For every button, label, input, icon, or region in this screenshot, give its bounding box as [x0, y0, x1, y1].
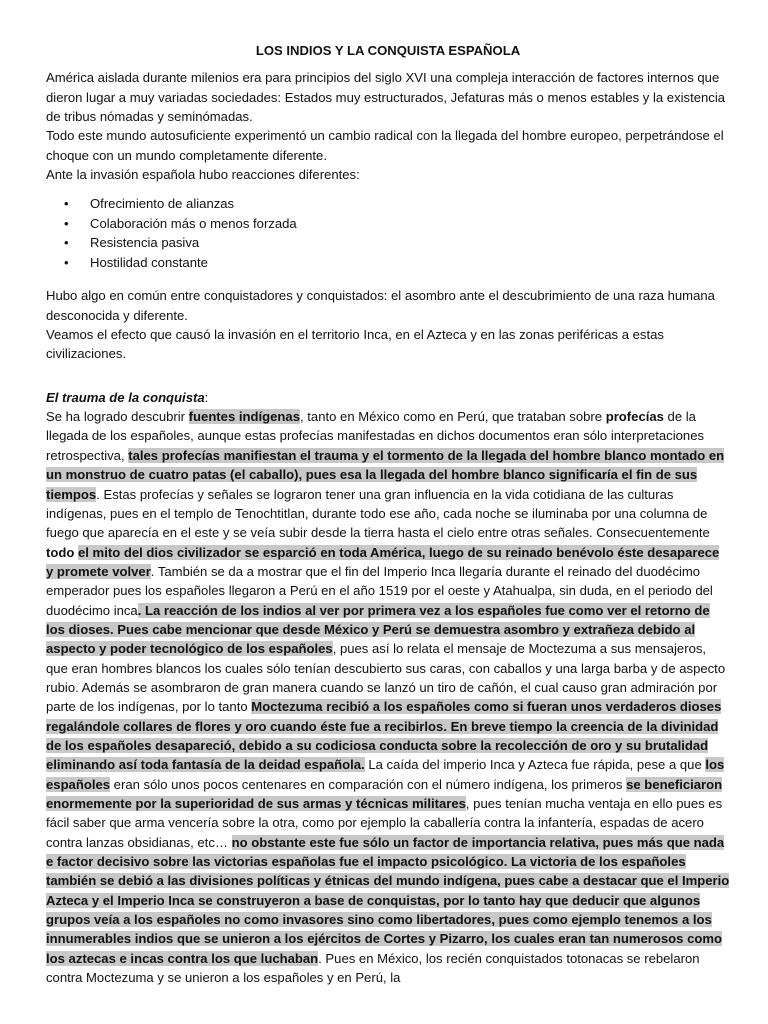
highlighted-text: el mito del dios civilizador se esparció en toda América, luego de su reinado benévolo éste desaparece y promete volver — [46, 544, 720, 579]
reaction-item: • Colaboración más o menos forzada — [46, 214, 730, 234]
reaction-item: • Resistencia pasiva — [46, 233, 730, 253]
bold-text: profecías — [605, 409, 664, 425]
reactions-list — [46, 194, 730, 272]
highlighted-text: Moctezuma recibió a los españoles como si fueran unos verdaderos dioses regalándole collares de flores y oro cuando éste fue a recibirlos. En breve tiempo la creencia de la divinidad de los españoles desapareció, debido a su codiciosa conducta sobre la recolección de oro y su brutalidad eliminando así toda fantasía de la deidad española. — [46, 699, 722, 773]
highlighted-text: . La reacción de los indios al ver por primera vez a los españoles fue como ver el retorno de los dioses. Pues cabe mencionar que desde México y Perú se demuestra asombro y extrañeza debido al aspecto y poder tecnológico de los españoles — [46, 602, 710, 657]
highlighted-text: fuentes indígenas — [188, 409, 300, 425]
body-text-segment: , tanto en México como en Perú, que trataban sobre — [300, 409, 606, 425]
body-text-segment: . Pues en México, los recién conquistados totonacas se rebelaron contra Moctezuma y se unieron a los españoles y en Perú, la — [46, 950, 700, 986]
common-paragraph: Hubo algo en común entre conquistadores y conquistados: el asombro ante el descubrimiento de una raza humana desconocida y diferente. — [46, 288, 715, 323]
body-text-segment: . También se da a mostrar que el fin del Imperio Inca llegaría durante el reinado del duodécimo emperador pues los españoles llegaron a Perú en el año 1519 por el oeste y Atahualpa, sin duda, en el periodo del duodécimo inca — [46, 563, 713, 618]
highlighted-text: se beneficiaron enormemente por la superioridad de sus armas y técnicas militares — [46, 776, 723, 811]
section-body — [46, 407, 730, 987]
body-text-segment: , pues tenían mucha ventaja en ello pues es fácil saber que arma vencería sobre la otra, como por ejemplo la caballería contra la infantería, espadas de acero contra lanzas obsidianas, etc… — [46, 796, 723, 850]
body-text-segment: La caída del imperio Inca y Azteca fue rápida, pese a que — [364, 757, 706, 773]
reaction-item: • Hostilidad constante — [46, 253, 730, 273]
body-text-segment: de la llegada de los españoles, aunque estas profecías manifestadas en dichos documentos eran sólo interpretaciones retrospectiva, — [46, 409, 705, 463]
highlighted-text: no obstante este fue sólo un factor de importancia relativa, pues más que nada e factor decisivo sobre las victorias españolas fue el impacto psicológico. La victoria de los españoles también se debió a las divisiones políticas y étnicas del mundo indígena, pues cabe a destacar que el Imperio Azteca y el Imperio Inca se construyeron a base de conquistas, por lo tanto hay que deducir que algunos grupos veía a los españoles no como invasores sino como libertadores, pues como ejemplo tenemos a los innumerables indios que se unieron a los ejércitos de Cortes y Pizarro, los cuales eran tan numerosos como los aztecas e incas contra los que luchaban — [46, 834, 730, 966]
highlighted-text: los españoles — [46, 757, 725, 792]
section-heading — [46, 388, 730, 407]
body-text-segment: . Estas profecías y señales se lograron tener una gran influencia en la vida cotidiana de las culturas indígenas, pues en el templo de Tenochtitlan, durante todo ese año, cada noche se iluminaba por una columna de fuego que aparecía en el este y se veía subir desde la tierra hasta el cielo entre otras señales. Consecuentemente — [46, 486, 710, 541]
body-text-segment: Se ha logrado descubrir — [46, 409, 189, 425]
bold-text: todo — [46, 544, 78, 560]
section-heading-colon: : — [204, 389, 209, 405]
body-text-segment: eran sólo unos pocos centenares en comparación con el número indígena, los primeros — [110, 776, 627, 792]
reaction-item: • Ofrecimiento de alianzas — [46, 194, 730, 214]
intro-paragraph: Ante la invasión española hubo reacciones diferentes: — [46, 167, 360, 183]
common-section — [46, 286, 730, 363]
intro-paragraph: América aislada durante milenios era para principios del siglo XVI una compleja interacción de factores internos que dieron lugar a muy variadas sociedades: Estados muy estructurados, Jefaturas más o menos estables y la existencia de tribus nómadas y seminómadas. — [46, 70, 726, 125]
intro-section — [46, 68, 730, 184]
highlighted-text: tales profecías manifiestan el trauma y el tormento de la llegada del hombre blanco montado en un monstruo de cuatro patas (el caballo), pues esa la llegada del hombre blanco significaría el fin de sus tiempos — [46, 447, 725, 502]
section-heading-text: El trauma de la conquista — [46, 389, 205, 405]
document-title: LOS INDIOS Y LA CONQUISTA ESPAÑOLA — [255, 43, 521, 58]
body-text-segment: , pues así lo relata el mensaje de Moctezuma a sus mensajeros, que eran hombres blancos los cuales sólo tenían descubierto sus caras, con caballos y una larga barba y de aspecto rubio. Además se asombraron de gran manera cuando se lanzó un tiro de cañón, el cual causo gran admiración por parte de los indígenas, por lo tanto — [46, 641, 726, 715]
common-paragraph: Veamos el efecto que causó la invasión en el territorio Inca, en el Azteca y en las zonas periféricas a estas civilizaciones. — [46, 327, 664, 362]
intro-paragraph: Todo este mundo autosuficiente experimentó un cambio radical con la llegada del hombre europeo, perpetrándose el choque con un mundo completamente diferente. — [46, 128, 724, 163]
